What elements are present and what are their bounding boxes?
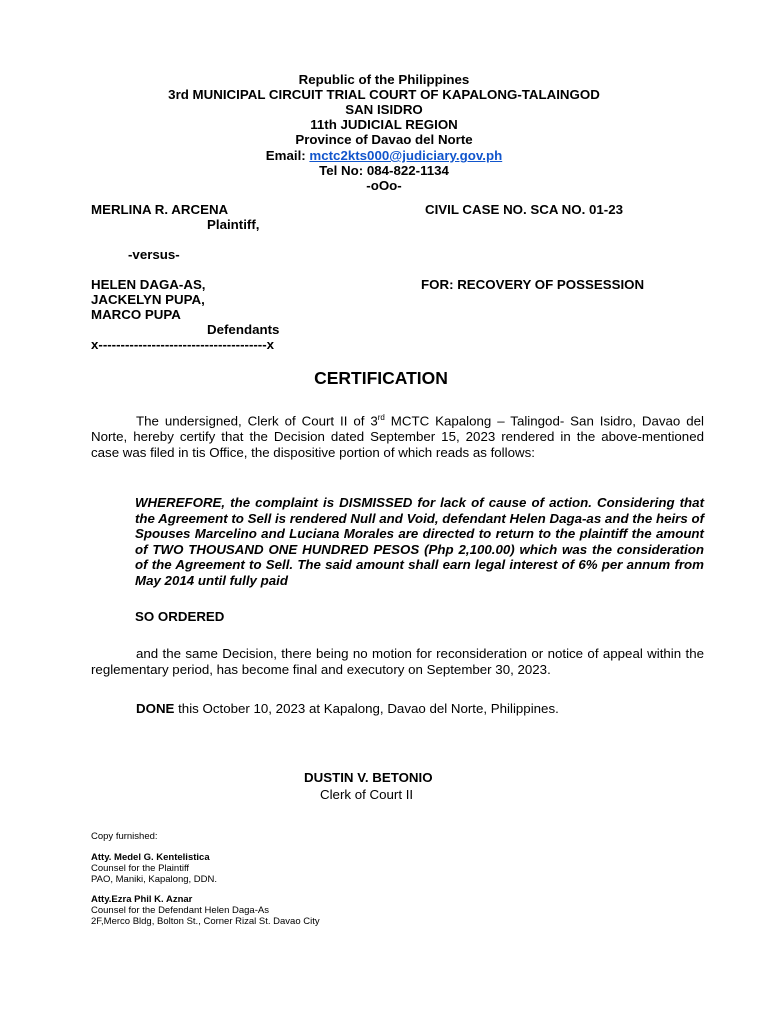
header-province: Province of Davao del Norte [295,132,473,147]
header-san-isidro: SAN ISIDRO [345,102,423,117]
finality-paragraph [91,646,704,678]
versus: -versus- [128,247,180,262]
plaintiff-name: MERLINA R. ARCENA [91,202,229,217]
defendant-2: JACKELYN PUPA, [91,292,205,307]
done-rest: this October 10, 2023 at Kapalong, Davao del Norte, Philippines. [174,701,559,716]
defendants-role: Defendants [207,322,280,337]
plaintiff-role: Plaintiff, [207,217,260,232]
defendant-1: HELEN DAGA-AS, [91,277,206,292]
header-email-line [0,148,768,163]
header-court: 3rd MUNICIPAL CIRCUIT TRIAL COURT OF KAPALONG-TALAINGOD [168,87,600,102]
email-label: Email: [265,148,306,163]
recipient-2-role: Counsel for the Defendant Helen Daga-As [91,905,269,916]
recipient-1-name: Atty. Medel G. Kentelistica [91,852,210,863]
copy-furnished-label: Copy furnished: [91,831,158,842]
caption-divider: x--------------------------------------x [91,337,275,352]
header-ornament: -oOo- [366,178,402,193]
p1-text-a: The undersigned, Clerk of Court II of 3 [136,413,378,429]
recipient-2-name: Atty.Ezra Phil K. Aznar [91,894,193,905]
header-region: 11th JUDICIAL REGION [310,117,458,132]
p1-superscript: rd [377,413,385,422]
header-republic: Republic of the Philippines [298,72,470,87]
recipient-1-address: PAO, Maniki, Kapalong, DDN. [91,874,218,885]
so-ordered: SO ORDERED [135,609,225,624]
p1-text-b: MCTC Kapalong – Talingod- San Isidro, Davao del Norte, hereby certify that the Decision dated September 15, 2023 rendered in the above-mentioned case was filed in tis Office, the dispositive portion of which reads as follows: [91,413,704,461]
case-number: CIVIL CASE NO. SCA NO. 01-23 [425,202,624,217]
signatory-name: DUSTIN V. BETONIO [304,770,433,785]
dispositive-quote: WHEREFORE, the complaint is DISMISSED for lack of cause of action. Considering that the Agreement to Sell is rendered Null and Void, defendant Helen Daga-as and the heirs of Spouses Marcelino and Luciana Morales are directed to return to the plaintiff the amount of TWO THOUSAND ONE HUNDRED PESOS (Php 2,100.00) which was the consideration of the Agreement to Sell. The said amount shall earn legal interest of 6% per annum from May 2014 until fully paid [135,495,704,588]
document-title: CERTIFICATION [314,368,448,388]
certification-paragraph [91,410,704,461]
recipient-1-role: Counsel for the Plaintiff [91,863,190,874]
done-bold: DONE [136,701,175,716]
p2-text: and the same Decision, there being no motion for reconsideration or notice of appeal within the reglementary period, has become final and executory on September 30, 2023. [91,646,704,677]
signatory-title: Clerk of Court II [320,787,414,802]
done-line [136,701,559,716]
recipient-2-address: 2F,Merco Bldg, Bolton St., Corner Rizal St. Davao City [91,916,320,927]
defendant-3: MARCO PUPA [91,307,181,322]
case-subject: FOR: RECOVERY OF POSSESSION [421,277,645,292]
email-link[interactable]: mctc2kts000@judiciary.gov.ph [309,148,503,163]
header-tel: Tel No: 084-822-1134 [319,163,449,178]
